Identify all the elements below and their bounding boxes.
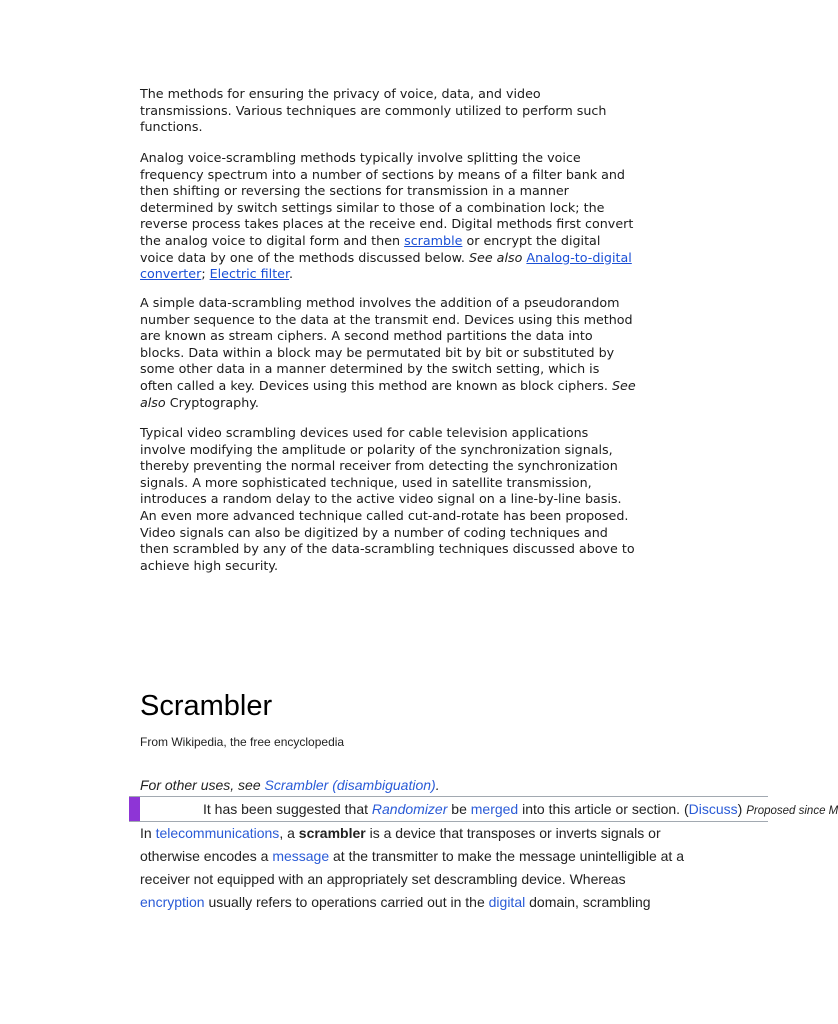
paragraph-text: Analog voice-scrambling methods typically involve splitting the voice frequency spectrum into a number of sections by means of a filter bank and then shifting or reversing the sections for transmission in a manner determined by switch settings similar to those of a combination lock; the reverse process takes places at the receive end. Digital methods first convert the analog voice to digital form and then [140,150,634,248]
body-text: at the transmitter to make the message unintelligible at a [329,848,684,864]
merge-text: It has been suggested that [203,801,372,817]
link-scrambler-disambiguation[interactable]: Scrambler (disambiguation) [264,777,436,793]
body-line [140,845,684,868]
merge-proposed-date: Proposed since M [746,805,838,817]
paragraph-text: . [289,266,294,282]
hatnote-text: . [435,777,440,793]
link-randomizer[interactable]: Randomizer [371,801,448,817]
link-message[interactable]: message [272,848,330,864]
merge-text: ) [737,801,747,817]
link-scramble[interactable]: scramble [404,232,463,248]
paragraph-text: or encrypt the digital voice data by one of the methods discussed below. [140,232,601,265]
body-line: receiver not equipped with an appropriately set descrambling device. Whereas [140,871,626,887]
link-electric-filter[interactable]: Electric filter [209,266,290,282]
merge-notice [129,796,838,822]
body-text: usually refers to operations carried out in the [204,894,489,910]
merge-text: into this article or section. ( [518,801,689,817]
paragraph-analog-voice [140,150,636,283]
link-telecommunications[interactable]: telecommunications [155,825,280,841]
body-line [140,891,651,914]
merge-text: be [447,801,471,817]
paragraph-video-scrambling: Typical video scrambling devices used for cable television applications involve modifying the amplitude or polarity of the synchronization signals, thereby preventing the normal receiver from detecting the synchronization signals. A more sophisticated technique, used in satellite transmission, introduces a random delay to the active video signal on a line-by-line basis. An even more advanced technique called cut-and-rotate has been proposed. Video signals can also be digitized by a number of coding techniques and then scrambled by any of the data-scrambling techniques discussed above to achieve high security. [140,425,635,573]
hatnote [140,776,440,794]
article-body [140,822,684,914]
link-digital[interactable]: digital [488,894,526,910]
see-also-label: See also [140,377,636,410]
body-text: In [140,825,156,841]
hatnote-text: For other uses, see [140,777,265,793]
merge-notice-bar [129,797,140,821]
see-also-label: See also [468,249,523,265]
term-scrambler: scrambler [298,825,366,841]
body-line [140,822,661,845]
body-text: domain, scrambling [525,894,651,910]
paragraph-text: ; [201,266,210,282]
link-discuss[interactable]: Discuss [688,801,738,817]
page-subtitle: From Wikipedia, the free encyclopedia [140,735,345,749]
paragraph-text: Cryptography. [165,394,259,410]
page-title: Scrambler [140,690,273,722]
merge-notice-text [203,800,838,820]
paragraph-intro: The methods for ensuring the privacy of voice, data, and video transmissions. Various techniques are commonly utilized to perform such functions. [140,86,607,135]
paragraph-data-scrambling [140,295,636,411]
link-encryption[interactable]: encryption [140,894,205,910]
link-analog-to-digital-converter[interactable]: Analog-to-digital converter [140,249,632,282]
link-merged[interactable]: merged [470,801,519,817]
paragraph-text: A simple data-scrambling method involves the addition of a pseudorandom number sequence to the data at the transmit end. Devices using this method are known as stream ciphers. A second method partitions the data into blocks. Data within a block may be permutated bit by bit or substituted by some other data in a manner determined by the switch setting, which is often called a key. Devices using this method are known as block ciphers. [140,295,633,393]
body-text: , a [279,825,299,841]
body-text: is a device that transposes or inverts signals or [365,825,661,841]
body-text: otherwise encodes a [140,848,273,864]
